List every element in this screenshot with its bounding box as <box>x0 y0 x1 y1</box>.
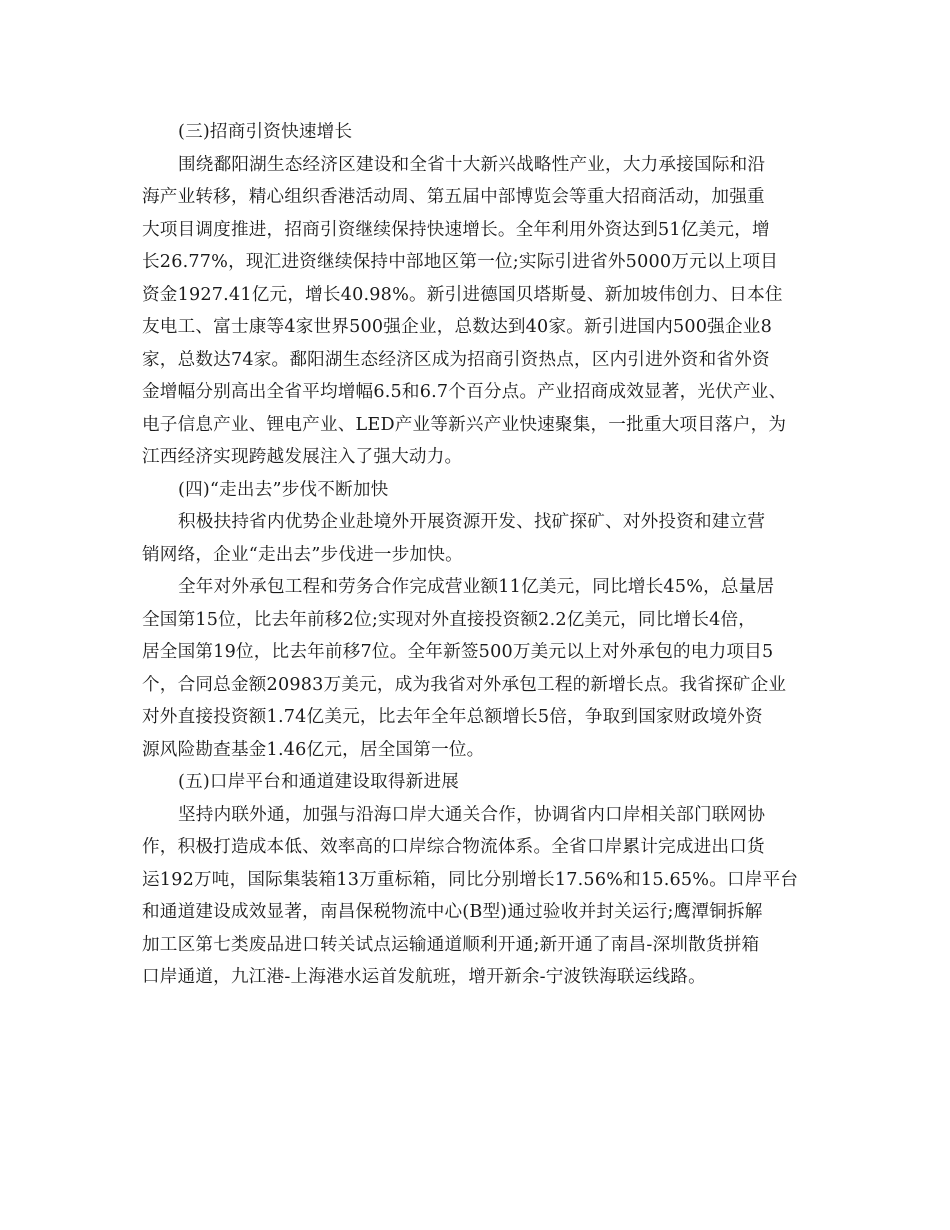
paragraph-line: 家，总数达74家。鄱阳湖生态经济区成为招商引资热点，区内引进外资和省外资 <box>142 349 770 370</box>
paragraph-line: 全国第15位，比去年前移2位;实现对外直接投资额2.2亿美元，同比增长4倍， <box>142 609 757 630</box>
paragraph-line: 源风险勘查基金1.46亿元，居全国第一位。 <box>142 739 485 760</box>
paragraph-line: 资金1927.41亿元，增长40.98%。新引进德国贝塔斯曼、新加坡伟创力、日本住 <box>142 284 783 305</box>
paragraph-line: 友电工、富士康等4家世界500强企业，总数达到40家。新引进国内500强企业8 <box>142 317 772 337</box>
heading-going-global: (四)“走出去”步伐不断加快 <box>178 479 389 500</box>
paragraph-line: 围绕鄱阳湖生态经济区建设和全省十大新兴战略性产业，大力承接国际和沿 <box>178 154 766 175</box>
paragraph-line: 对外直接投资额1.74亿美元，比去年全年总额增长5倍，争取到国家财政境外资 <box>142 707 763 727</box>
paragraph-line: 口岸通道，九江港-上海港水运首发航班，增开新余-宁波铁海联运线路。 <box>142 967 706 987</box>
paragraph-line: 全年对外承包工程和劳务合作完成营业额11亿美元，同比增长45%，总量居 <box>178 577 775 597</box>
heading-port-platform: (五)口岸平台和通道建设取得新进展 <box>178 772 460 792</box>
paragraph-line: 江西经济实现跨越发展注入了强大动力。 <box>142 447 463 467</box>
paragraph-line: 加工区第七类废品进口转关试点运输通道顺利开通;新开通了南昌-深圳散货拼箱 <box>142 934 760 955</box>
paragraph-line: 和通道建设成效显著，南昌保税物流中心(B型)通过验收并封关运行;鹰潭铜拆解 <box>142 902 763 922</box>
paragraph-line: 长26.77%，现汇进资继续保持中部地区第一位;实际引进省外5000万元以上项目 <box>142 252 779 272</box>
document-body <box>142 116 822 994</box>
paragraph-line: 个，合同总金额20983万美元，成为我省对外承包工程的新增长点。我省探矿企业 <box>142 674 787 695</box>
paragraph-line: 运192万吨，国际集装箱13万重标箱，同比分别增长17.56%和15.65%。口岸平台 <box>142 869 799 890</box>
paragraph-line: 积极扶持省内优势企业赴境外开展资源开发、找矿探矿、对外投资和建立营 <box>178 512 766 532</box>
paragraph-line: 销网络，企业“走出去”步伐进一步加快。 <box>142 544 463 565</box>
paragraph-line: 海产业转移，精心组织香港活动周、第五届中部博览会等重大招商活动，加强重 <box>142 187 765 207</box>
paragraph-line: 电子信息产业、锂电产业、LED产业等新兴产业快速聚集，一批重大项目落户，为 <box>142 414 787 435</box>
paragraph-line: 坚持内联外通，加强与沿海口岸大通关合作，协调省内口岸相关部门联网协 <box>178 804 766 825</box>
paragraph-line: 居全国第19位，比去年前移7位。全年新签500万美元以上对外承包的电力项目5 <box>142 642 774 662</box>
paragraph-line: 作，积极打造成本低、效率高的口岸综合物流体系。全省口岸累计完成进出口货 <box>142 837 765 857</box>
heading-investment: (三)招商引资快速增长 <box>178 122 353 142</box>
paragraph-line: 大项目调度推进，招商引资继续保持快速增长。全年利用外资达到51亿美元，增 <box>142 219 770 240</box>
paragraph-line: 金增幅分别高出全省平均增幅6.5和6.7个百分点。产业招商成效显著，光伏产业、 <box>142 382 787 402</box>
